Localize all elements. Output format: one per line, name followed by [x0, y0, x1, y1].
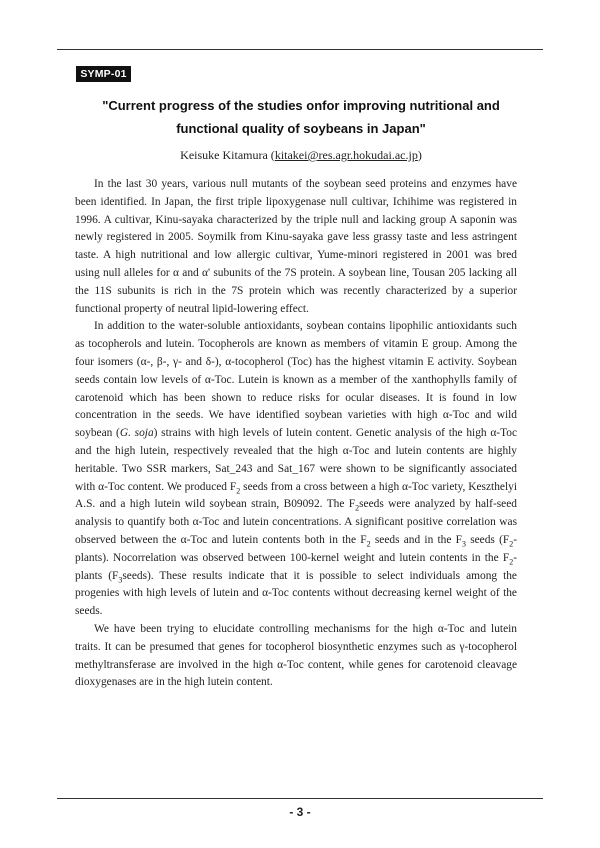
species-name: G. soja: [119, 427, 154, 440]
paragraph-3: We have been trying to elucidate controlling mechanisms for the high α-Toc and lutein traits. It can be presumed that genes for tocopherol biosynthetic enzymes such as γ-tocopherol methyltransferase are involved in the high α-Toc content, while genes for carotenoid cleavage dioxygenases are in the high lutein content.: [75, 622, 517, 689]
author-close-paren: ): [417, 148, 422, 162]
author-name: Keisuke Kitamura (: [180, 148, 275, 162]
session-badge: SYMP-01: [76, 66, 131, 82]
paragraph-1: In the last 30 years, various null mutants of the soybean seed proteins and enzymes have been identified. In Japan, the first triple lipoxygenase null cultivar, Ichihime was registered in 1996. A cultivar, Kinu-sayaka characterized by the triple null and lacking group A saponin was newly registered in 2005. Soymilk from Kinu-sayaka gave less grassy taste and less astringent taste. A high nutritional and low allergic cultivar, Yume-minori registered in 2001 was bred using null alleles for α and α' subunits of the 7S protein. A soybean line, Tousan 205 lacking all the 11S subunits is rich in the 7S protein which was recently characterized by a superior functional property of neutral lipid-lowering effect.: [75, 178, 517, 315]
abstract-body: [75, 176, 517, 692]
title-line-2: functional quality of soybeans in Japan": [176, 121, 426, 136]
paper-title: [70, 94, 532, 140]
page-number: - 3 -: [289, 805, 311, 819]
top-rule: [57, 49, 543, 50]
author-email-link[interactable]: kitakei@res.agr.hokudai.ac.jp: [274, 148, 418, 162]
author-line: [70, 147, 532, 163]
paragraph-2: In addition to the water-soluble antioxidants, soybean contains lipophilic antioxidants such as tocopherols and lutein. Tocopherols are known as members of vitamin E group. Among the four isomers (α-, β-, γ- and δ-), α-tocopherol (Toc) has the highest vitamin E activity. Soybean seeds contain low levels of α-Toc. Lutein is known as a member of the xanthophylls family of carotenoid which has been shown to reduce risks for ocular diseases. It is found in low concentration in the seeds. We have identified soybean varieties with high α-Toc and wild soybean (G. soja) strains with high levels of lutein content. Genetic analysis of the high α-Toc and the high lutein, respectively revealed that the high α-Toc and lutein contents are highly heritable. Two SSR markers, Sat_243 and Sat_167 were shown to be significantly associated with α-Toc content. We produced $F_2$ seeds from a cross between a high α-Toc variety, Keszthelyi A.S. and a high lutein wild soybean strain, B09092. The $F_2seeds$ were analyzed by half-seed analysis to quantify both α-Toc and lutein concentrations. A significant positive correlation was observed between the α-Toc and lutein contents both in the $F_2$ seeds and in the $F_3$ seeds $(F_2-plants)$. Nocorrelation was observed between 100-kernel weight and lutein contents in the $F_2$-plants $(F_3seeds)$. These results indicate that it is possible to select individuals among the progenies with high levels of lutein and α-Toc contents without decreasing kernel weight of the seeds.: [75, 320, 518, 618]
title-line-1: "Current progress of the studies onfor improving nutritional and: [102, 98, 500, 113]
bottom-rule: [57, 798, 543, 799]
